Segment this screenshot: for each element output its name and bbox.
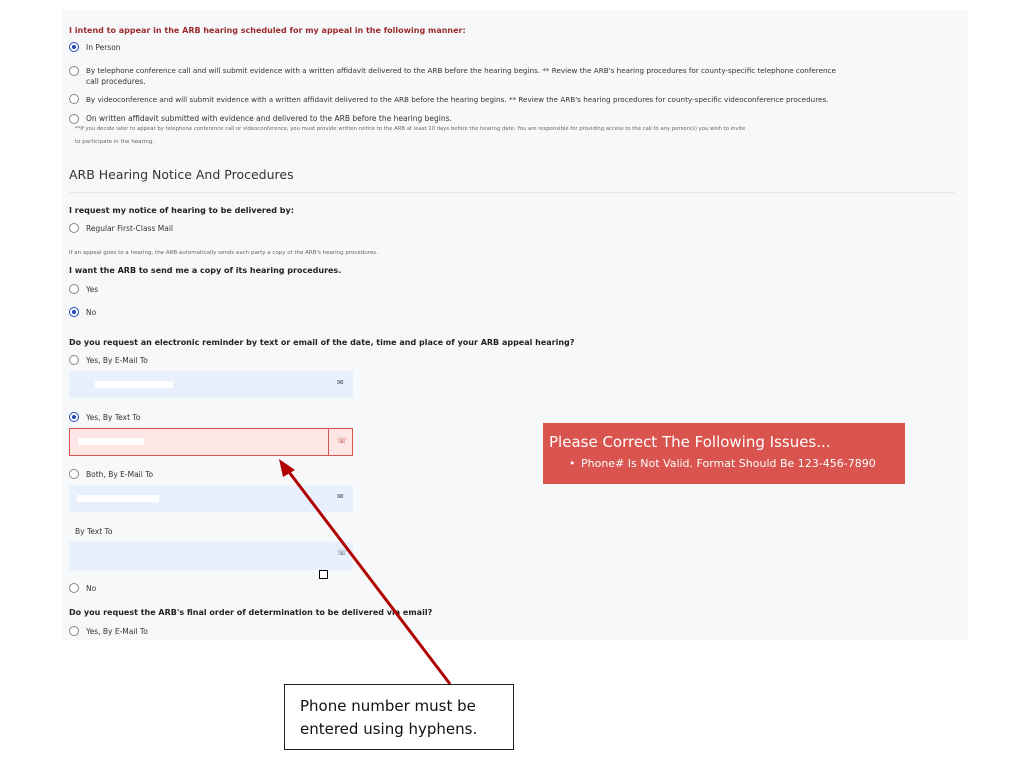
option-written-affidavit-label: On written affidavit submitted with evidence and delivered to the ARB before the hearing begins. xyxy=(86,114,452,123)
notice-note: If an appeal goes to a hearing, the ARB automatically sends each party a copy of the ARB's hearing procedures. xyxy=(69,250,378,256)
option-reminder-text-label: Yes, By Text To xyxy=(86,413,141,422)
appearance-note-line1: **If you decide later to appear by telephone conference call or videoconference, you must provide written notice to the ARB at least 10 days before the hearing date. You are responsible for providing access to the call to any person(s) you wish to invite xyxy=(75,126,746,132)
section-title: ARB Hearing Notice And Procedures xyxy=(69,167,294,182)
appearance-note-line2: to participate in the hearing. xyxy=(75,139,155,145)
phone-icon: ☏ xyxy=(337,436,348,445)
by-text-label: By Text To xyxy=(75,527,113,536)
option-reminder-both-label: Both, By E-Mail To xyxy=(86,470,154,479)
option-videoconference-label: By videoconference and will submit evidence with a written affidavit delivered to the ARB before the hearing begins. ** Review the ARB's hearing procedures for county-specific videoconference procedures. xyxy=(86,95,829,104)
option-reminder-no-label: No xyxy=(86,584,97,593)
notice-question: I request my notice of hearing to be delivered by: xyxy=(69,206,294,215)
procedures-question: I want the ARB to send me a copy of its hearing procedures. xyxy=(69,266,342,275)
option-procedures-yes-label: Yes xyxy=(86,285,99,294)
option-procedures-no-label: No xyxy=(86,308,97,317)
envelope-icon: ✉ xyxy=(337,378,344,387)
option-telephone-label-cont: call procedures. xyxy=(86,77,146,86)
option-regular-mail-label: Regular First-Class Mail xyxy=(86,224,173,233)
option-final-order-email-label: Yes, By E-Mail To xyxy=(86,627,148,636)
error-alert-item: • Phone# Is Not Valid. Format Should Be 123-456-7890 xyxy=(581,457,876,470)
option-telephone-label: By telephone conference call and will submit evidence with a written affidavit delivered to the ARB before the hearing begins. ** Review the ARB's hearing procedures for county-specific telephone conference xyxy=(86,66,836,75)
option-reminder-email-label: Yes, By E-Mail To xyxy=(86,356,148,365)
appearance-question: I intend to appear in the ARB hearing scheduled for my appeal in the following manner: xyxy=(69,26,466,35)
option-in-person-label: In Person xyxy=(86,43,121,52)
reminder-question: Do you request an electronic reminder by text or email of the date, time and place of your ARB appeal hearing? xyxy=(69,338,575,347)
annotation-callout-text: Phone number must be entered using hyphens. xyxy=(300,697,478,738)
phone-icon: ☏ xyxy=(337,548,348,557)
annotation-callout xyxy=(284,684,514,750)
final-order-question: Do you request the ARB's final order of determination to be delivered via email? xyxy=(69,608,433,617)
error-alert-title: Please Correct The Following Issues... xyxy=(549,433,831,451)
envelope-icon: ✉ xyxy=(337,492,344,501)
